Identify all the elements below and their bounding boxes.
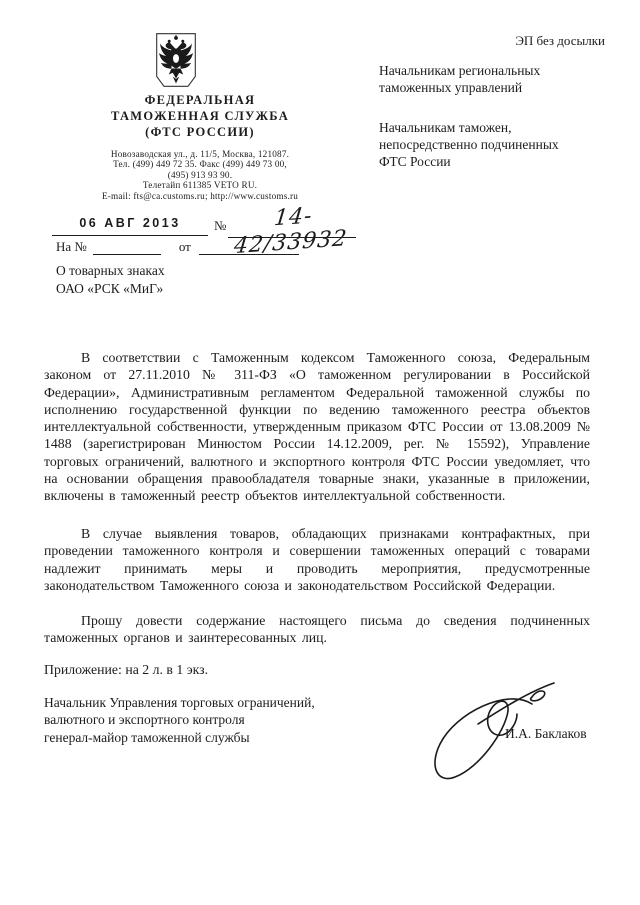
reply-reference-row	[56, 239, 376, 259]
subject-line: О товарных знаках	[56, 263, 165, 278]
attachment-note: Приложение: на 2 л. в 1 экз.	[44, 662, 209, 677]
contact-line: (495) 913 93 90.	[167, 169, 233, 180]
contact-line: Тел. (499) 449 72 35. Факс (499) 449 73 00,	[113, 159, 287, 170]
date-stamp: 06 АВГ 2013	[79, 216, 181, 230]
outgoing-number-field	[228, 203, 356, 260]
contact-line: E-mail: fts@ca.customs.ru; http://www.customs.ru	[101, 190, 299, 201]
organization-contacts	[40, 149, 360, 201]
reply-date-blank-line	[199, 239, 299, 255]
addressee-line: Начальникам таможен,	[379, 120, 512, 135]
date-stamp-field	[52, 211, 208, 236]
number-sign-label: №	[214, 218, 227, 233]
org-line: ТАМОЖЕННАЯ СЛУЖБА	[110, 109, 290, 124]
addressee-line: непосредственно подчиненных	[379, 137, 559, 152]
org-line: ФЕДЕРАЛЬНАЯ	[144, 93, 256, 107]
document-marking: ЭП без досылки	[515, 33, 605, 48]
reply-number-blank-line	[93, 239, 161, 255]
addressee-block-2	[379, 119, 559, 170]
signer-position-line: Начальник Управления торговых ограничений,	[44, 695, 315, 710]
contact-line: Телетайп 611385 VETO RU.	[142, 180, 258, 191]
reply-number-label: На №	[56, 239, 87, 254]
body-paragraph-1: В соответствии с Таможенным кодексом Таможенного союза, Федеральным законом от 27.11.2010 № 311-ФЗ «О таможенном регулировании в Российской Федерации», Административным регламентом Федеральной таможенной службы по исполнению государственной функции по ведению таможенного реестра объектов интеллектуальной собственности, утвержденным приказом ФТС России от 13.08.2009 № 1488 (зарегистрирован Минюстом России 14.12.2009, рег. № 15592), Управление торговых ограничений, валютного и экспортного контроля ФТС России уведомляет, что на основании обращения правообладателя товарные знаки, указанные в приложении, включены в таможенный реестр объектов интеллектуальной собственности.	[44, 350, 590, 504]
organization-name	[40, 92, 360, 141]
addressee-block-1	[379, 62, 540, 96]
addressee-line: Начальникам региональных	[379, 63, 541, 78]
russia-coat-of-arms-icon	[156, 33, 196, 87]
addressee-line: ФТС России	[379, 154, 451, 169]
signer-position-block	[44, 694, 315, 746]
signer-name: И.А. Баклаков	[505, 726, 587, 741]
body-paragraph-2: В случае выявления товаров, обладающих признаками контрафактных, при проведении таможенного контроля и совершении таможенных операций с товарами надлежит принимать меры и проводить мероприятия, предусмотренные законодательством Таможенного союза и законодательством Российской Федерации.	[44, 526, 590, 593]
letter-subject	[56, 262, 165, 297]
org-line: (ФТС РОССИИ)	[145, 125, 255, 140]
contact-line: Новозаводская ул., д. 11/5, Москва, 121087.	[110, 149, 290, 159]
reply-date-label: от	[178, 239, 191, 254]
subject-line: ОАО «РСК «МиГ»	[56, 280, 164, 296]
signer-position-line: валютного и экспортного контроля	[44, 712, 245, 728]
signer-position-line: генерал-майор таможенной службы	[44, 729, 250, 745]
outgoing-number-handwritten: 14-42/33932	[232, 203, 349, 260]
body-paragraph-3: Прошу довести содержание настоящего письма до сведения подчиненных таможенных органов и заинтересованных лиц.	[44, 613, 590, 646]
addressee-line: таможенных управлений	[379, 80, 523, 95]
